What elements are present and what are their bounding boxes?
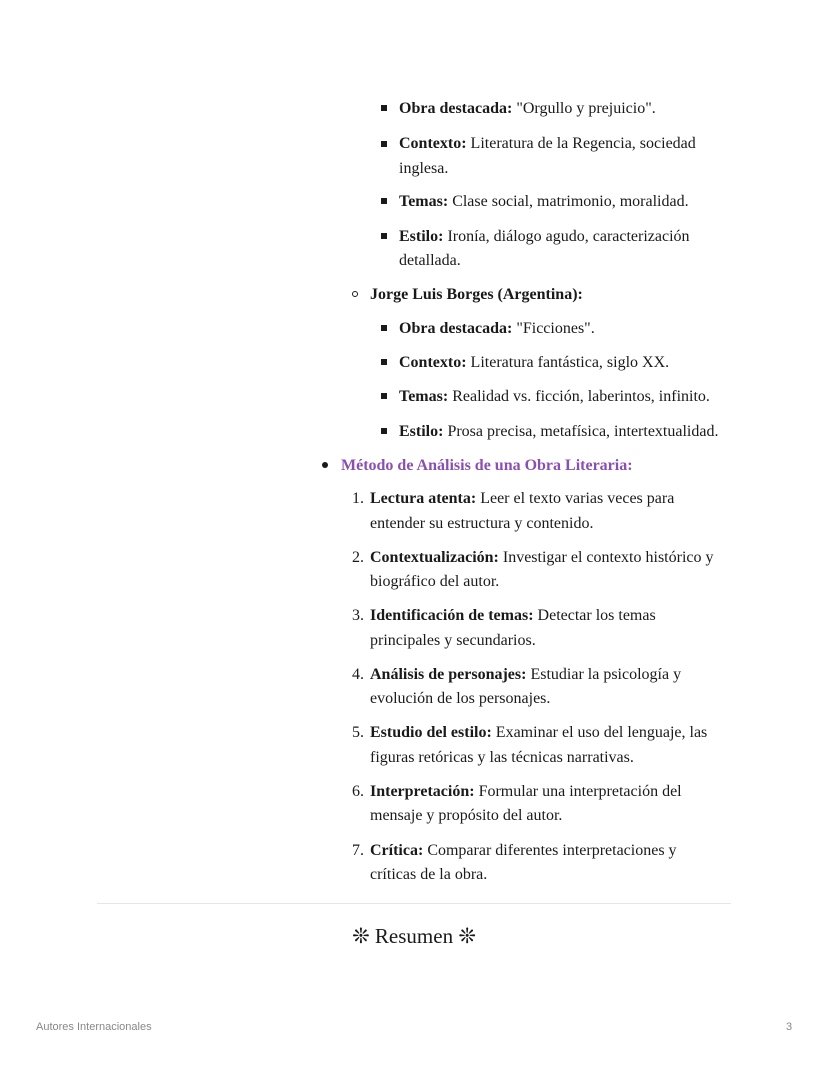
step-number: 7. bbox=[352, 842, 364, 859]
bullet-circle-icon bbox=[352, 291, 358, 297]
bullet-square-icon bbox=[381, 359, 387, 365]
step-contextualizacion-cont: biográfico del autor. bbox=[370, 573, 500, 590]
borges-obra: Obra destacada: "Ficciones". bbox=[399, 320, 595, 337]
austen-obra: Obra destacada: "Orgullo y prejuicio". bbox=[399, 100, 656, 117]
step-lectura-cont: entender su estructura y contenido. bbox=[370, 515, 594, 532]
step-interpretacion-cont: mensaje y propósito del autor. bbox=[370, 807, 563, 824]
step-lectura: Lectura atenta: Leer el texto varias veces para bbox=[370, 490, 675, 507]
bullet-square-icon bbox=[381, 141, 387, 147]
step-temas: Identificación de temas: Detectar los temas bbox=[370, 607, 656, 624]
bullet-square-icon bbox=[381, 428, 387, 434]
step-number: 1. bbox=[352, 490, 364, 507]
step-estilo: Estudio del estilo: Examinar el uso del lenguaje, las bbox=[370, 724, 708, 741]
step-number: 5. bbox=[352, 724, 364, 741]
step-personajes-cont: evolución de los personajes. bbox=[370, 690, 551, 707]
austen-temas: Temas: Clase social, matrimonio, moralidad. bbox=[399, 193, 689, 210]
austen-estilo: Estilo: Ironía, diálogo agudo, caracterización bbox=[399, 228, 690, 245]
step-interpretacion: Interpretación: Formular una interpretación del bbox=[370, 783, 682, 800]
step-personajes: Análisis de personajes: Estudiar la psicología y bbox=[370, 666, 682, 683]
bullet-square-icon bbox=[381, 325, 387, 331]
austen-contexto-cont: inglesa. bbox=[399, 160, 449, 177]
borges-contexto: Contexto: Literatura fantástica, siglo XX. bbox=[399, 354, 670, 371]
bullet-square-icon bbox=[381, 105, 387, 111]
step-estilo-cont: figuras retóricas y las técnicas narrativas. bbox=[370, 749, 634, 766]
step-number: 2. bbox=[352, 549, 364, 566]
step-critica-cont: críticas de la obra. bbox=[370, 866, 488, 883]
borges-temas: Temas: Realidad vs. ficción, laberintos, infinito. bbox=[399, 388, 710, 405]
section-title: ❊ Resumen ❊ bbox=[352, 924, 476, 948]
austen-estilo-cont: detallada. bbox=[399, 252, 461, 269]
step-number: 4. bbox=[352, 666, 364, 683]
bullet-square-icon bbox=[381, 233, 387, 239]
bullet-disc-icon bbox=[322, 462, 328, 468]
metodo-heading: Método de Análisis de una Obra Literaria: bbox=[341, 457, 633, 474]
austen-contexto: Contexto: Literatura de la Regencia, sociedad bbox=[399, 135, 696, 152]
borges-heading: Jorge Luis Borges (Argentina): bbox=[370, 286, 583, 303]
borges-estilo: Estilo: Prosa precisa, metafísica, intertextualidad. bbox=[399, 423, 719, 440]
step-temas-cont: principales y secundarios. bbox=[370, 632, 536, 649]
page-number: 3 bbox=[786, 1021, 793, 1033]
bullet-square-icon bbox=[381, 393, 387, 399]
step-number: 6. bbox=[352, 783, 364, 800]
step-contextualizacion: Contextualización: Investigar el contexto histórico y bbox=[370, 549, 714, 566]
bullet-square-icon bbox=[381, 198, 387, 204]
section-divider bbox=[97, 903, 731, 904]
step-critica: Crítica: Comparar diferentes interpretaciones y bbox=[370, 842, 677, 859]
step-number: 3. bbox=[352, 607, 364, 624]
footer-title: Autores Internacionales bbox=[36, 1021, 152, 1033]
